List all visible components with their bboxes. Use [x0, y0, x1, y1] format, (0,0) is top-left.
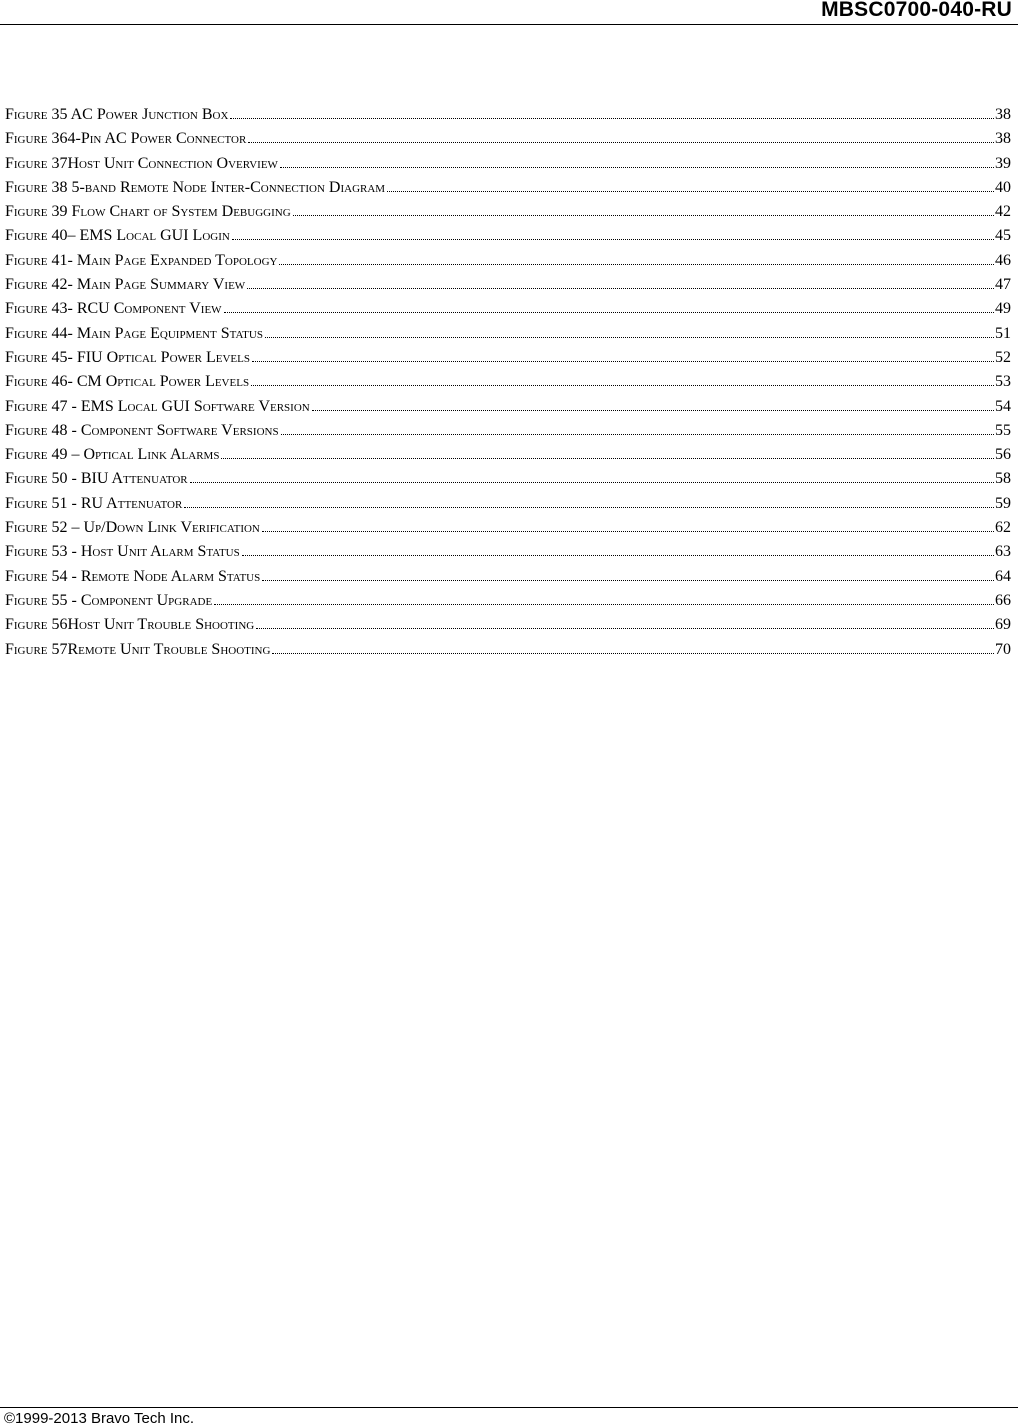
- toc-entry-page: 38: [995, 130, 1011, 148]
- toc-entry-page: 63: [995, 543, 1011, 561]
- toc-entry[interactable]: [5, 276, 1011, 300]
- toc-entry[interactable]: [5, 519, 1011, 543]
- dot-leader: [251, 384, 994, 386]
- toc-entry[interactable]: [5, 398, 1011, 422]
- dot-leader: [184, 506, 994, 508]
- toc-entry-title: Figure 364-Pin AC Power Connector: [5, 130, 247, 148]
- toc-entry-page: 70: [995, 640, 1011, 658]
- toc-entry[interactable]: [5, 252, 1011, 276]
- dot-leader: [242, 554, 994, 556]
- toc-entry-title: Figure 54 - Remote Node Alarm Status: [5, 567, 261, 585]
- toc-entry[interactable]: [5, 179, 1011, 203]
- toc-entry-title: Figure 53 - Host Unit Alarm Status: [5, 543, 240, 561]
- dot-leader: [387, 190, 994, 192]
- table-of-figures: [5, 106, 1011, 665]
- dot-leader: [247, 287, 994, 289]
- dot-leader: [281, 433, 994, 435]
- dot-leader: [230, 117, 994, 119]
- toc-entry-page: 64: [995, 567, 1011, 585]
- dot-leader: [293, 214, 994, 216]
- toc-entry-page: 53: [995, 373, 1011, 391]
- toc-entry[interactable]: [5, 495, 1011, 519]
- toc-entry[interactable]: [5, 203, 1011, 227]
- toc-entry[interactable]: [5, 446, 1011, 470]
- toc-entry-page: 38: [995, 106, 1011, 123]
- toc-entry-page: 58: [995, 470, 1011, 488]
- toc-entry-page: 52: [995, 348, 1011, 366]
- toc-entry[interactable]: [5, 616, 1011, 640]
- toc-entry[interactable]: [5, 106, 1011, 130]
- toc-entry[interactable]: [5, 373, 1011, 397]
- toc-entry[interactable]: [5, 641, 1011, 665]
- page-header: [0, 0, 1018, 25]
- copyright-notice: ©1999-2013 Bravo Tech Inc.: [4, 1410, 195, 1427]
- dot-leader: [265, 336, 994, 338]
- toc-entry-page: 62: [995, 519, 1011, 537]
- dot-leader: [262, 530, 994, 532]
- toc-entry-title: Figure 40– EMS Local GUI Login: [5, 227, 230, 245]
- toc-entry-page: 40: [995, 178, 1011, 196]
- toc-entry-page: 46: [995, 251, 1011, 269]
- document-id: MBSC0700-040-RU: [821, 0, 1012, 21]
- toc-entry-page: 66: [995, 591, 1011, 609]
- toc-entry-page: 59: [995, 494, 1011, 512]
- toc-entry-title: Figure 57Remote Unit Trouble Shooting: [5, 640, 271, 658]
- toc-entry-title: Figure 44- Main Page Equipment Status: [5, 324, 263, 342]
- toc-entry-title: Figure 49 – Optical Link Alarms: [5, 446, 220, 464]
- toc-entry-page: 54: [995, 397, 1011, 415]
- toc-entry-title: Figure 50 - BIU Attenuator: [5, 470, 188, 488]
- toc-entry-title: Figure 42- Main Page Summary View: [5, 276, 246, 294]
- dot-leader: [232, 238, 994, 240]
- toc-entry[interactable]: [5, 325, 1011, 349]
- toc-entry-title: Figure 39 Flow Chart of System Debugging: [5, 203, 291, 221]
- toc-entry[interactable]: [5, 422, 1011, 446]
- dot-leader: [252, 360, 994, 362]
- dot-leader: [190, 481, 994, 483]
- toc-entry-page: 69: [995, 616, 1011, 634]
- toc-entry[interactable]: [5, 543, 1011, 567]
- toc-entry-title: Figure 48 - Component Software Versions: [5, 421, 279, 439]
- toc-entry[interactable]: [5, 592, 1011, 616]
- toc-entry-title: Figure 56Host Unit Trouble Shooting: [5, 616, 255, 634]
- toc-entry-page: 55: [995, 421, 1011, 439]
- toc-entry-title: Figure 37Host Unit Connection Overview: [5, 154, 278, 172]
- dot-leader: [312, 409, 994, 411]
- toc-entry[interactable]: [5, 300, 1011, 324]
- toc-entry-page: 39: [995, 154, 1011, 172]
- dot-leader: [214, 603, 994, 605]
- toc-entry-page: 45: [995, 227, 1011, 245]
- dot-leader: [280, 166, 994, 168]
- toc-entry-title: Figure 46- CM Optical Power Levels: [5, 373, 250, 391]
- toc-entry[interactable]: [5, 470, 1011, 494]
- toc-entry-title: Figure 51 - RU Attenuator: [5, 494, 183, 512]
- toc-entry[interactable]: [5, 155, 1011, 179]
- toc-entry-title: Figure 35 AC Power Junction Box: [5, 106, 229, 123]
- toc-entry[interactable]: [5, 130, 1011, 154]
- toc-entry-title: Figure 47 - EMS Local GUI Software Version: [5, 397, 310, 415]
- toc-entry-page: 49: [995, 300, 1011, 318]
- toc-entry[interactable]: [5, 568, 1011, 592]
- dot-leader: [256, 627, 994, 629]
- dot-leader: [272, 652, 994, 654]
- dot-leader: [248, 141, 994, 143]
- toc-entry[interactable]: [5, 227, 1011, 251]
- toc-entry[interactable]: [5, 349, 1011, 373]
- toc-entry-title: Figure 41- Main Page Expanded Topology: [5, 251, 278, 269]
- toc-entry-page: 56: [995, 446, 1011, 464]
- toc-entry-title: Figure 38 5-band Remote Node Inter-Connection Diagram: [5, 178, 386, 196]
- toc-entry-page: 42: [995, 203, 1011, 221]
- toc-entry-title: Figure 45- FIU Optical Power Levels: [5, 348, 250, 366]
- toc-entry-title: Figure 43- RCU Component View: [5, 300, 222, 318]
- toc-entry-page: 51: [995, 324, 1011, 342]
- dot-leader: [221, 457, 994, 459]
- page-footer: [0, 1407, 1018, 1427]
- dot-leader: [224, 311, 994, 313]
- toc-entry-title: Figure 52 – Up/Down Link Verification: [5, 519, 260, 537]
- toc-entry-title: Figure 55 - Component Upgrade: [5, 591, 213, 609]
- dot-leader: [262, 579, 994, 581]
- toc-entry-page: 47: [995, 276, 1011, 294]
- dot-leader: [279, 263, 994, 265]
